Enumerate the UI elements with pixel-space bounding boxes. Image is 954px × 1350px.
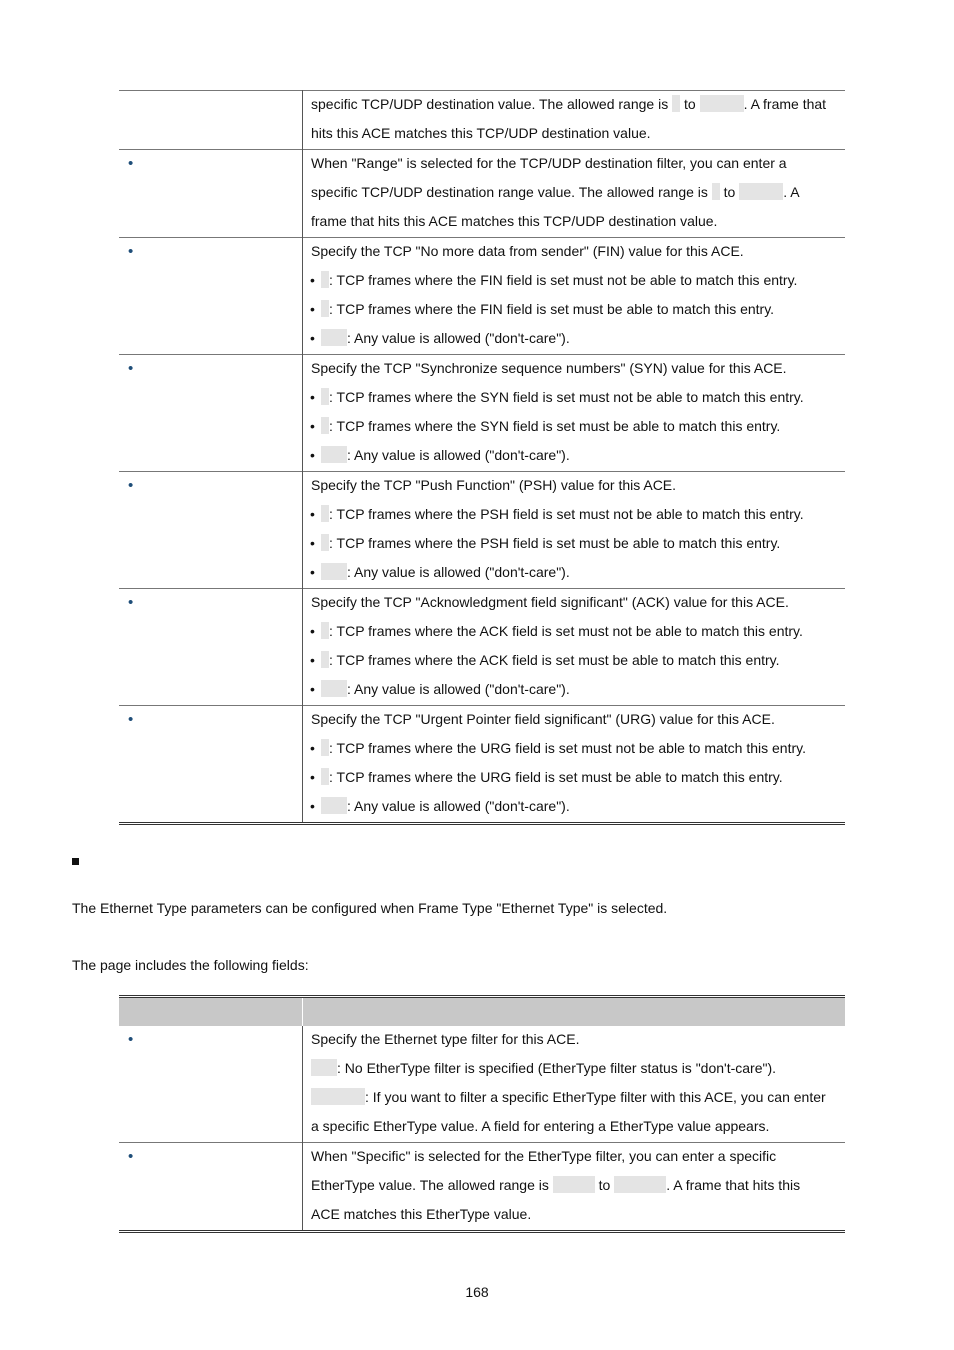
description-line [311,559,845,588]
description-line [311,501,845,530]
description-line [311,1055,845,1084]
text-segment: . A frame that [743,96,827,112]
description-line [311,735,845,764]
text-segment: to [594,1177,615,1193]
parameter-cell [119,589,303,706]
text-segment: : Any value is allowed ("don't-care"). [347,330,570,346]
list-bullet-icon: • [310,389,315,405]
description-line [311,764,845,793]
table-row [119,91,845,150]
parameter-cell [119,150,303,238]
list-bullet-icon: • [310,272,315,288]
text-segment: : If you want to filter a specific EtherType filter with this ACE, you can enter [365,1089,826,1105]
bullet-dot-icon: • [128,477,134,494]
bullet-dot-icon: • [128,360,134,377]
description-cell [303,355,846,472]
value-placeholder [321,329,347,346]
parameter-cell [119,1026,303,1143]
value-placeholder [311,1059,337,1076]
list-bullet-icon: • [310,740,315,756]
list-bullet-icon: • [310,681,315,697]
list-bullet-icon: • [310,623,315,639]
list-bullet-icon: • [310,330,315,346]
bullet-dot-icon: • [128,243,134,260]
description-line [311,472,845,501]
text-segment: Specify the TCP "Synchronize sequence numbers" (SYN) value for this ACE. [311,360,787,376]
description-cell [303,150,846,238]
description-cell [303,1143,846,1232]
value-placeholder [739,183,783,200]
description-line [311,647,845,676]
value-placeholder [321,768,329,785]
description-line [311,793,845,822]
value-placeholder [321,651,329,668]
description-line [311,238,845,267]
text-segment: hits this ACE matches this TCP/UDP destination value. [311,125,651,141]
list-bullet-icon: • [310,798,315,814]
description-line [311,1143,845,1172]
text-segment: Specify the TCP "No more data from sender" (FIN) value for this ACE. [311,243,744,259]
text-segment: a specific EtherType value. A field for entering a EtherType value appears. [311,1118,770,1134]
text-segment: frame that hits this ACE matches this TCP/UDP destination value. [311,213,718,229]
bullet-dot-icon: • [128,711,134,728]
description-line [311,1201,845,1230]
text-segment: : No EtherType filter is specified (EtherType filter status is "don't-care"). [337,1060,777,1076]
value-placeholder [672,95,680,112]
text-segment: : TCP frames where the SYN field is set must not be able to match this entry. [329,389,804,405]
value-placeholder [321,300,329,317]
list-bullet-icon: • [310,535,315,551]
ethernet-type-table [119,995,845,1233]
text-segment: specific TCP/UDP destination value. The allowed range is [311,96,673,112]
text-segment: to [719,184,740,200]
parameter-cell [119,1143,303,1232]
bullet-dot-icon: • [128,1148,134,1165]
value-placeholder [712,183,720,200]
text-segment: . A frame that hits this [666,1177,801,1193]
parameter-cell [119,355,303,472]
description-line [311,179,845,208]
text-segment: : TCP frames where the FIN field is set must be able to match this entry. [329,301,775,317]
list-bullet-icon: • [310,564,315,580]
description-cell [303,472,846,589]
list-bullet-icon: • [310,652,315,668]
text-segment: ACE matches this EtherType value. [311,1206,532,1222]
parameter-cell [119,238,303,355]
description-line [311,325,845,354]
description-line [311,91,845,120]
description-line [311,706,845,735]
text-segment: : Any value is allowed ("don't-care"). [347,447,570,463]
ethernet-type-intro: The Ethernet Type parameters can be configured when Frame Type "Ethernet Type" is selected. [72,900,668,916]
table-row [119,150,845,238]
description-line [311,355,845,384]
bullet-dot-icon: • [128,594,134,611]
text-segment: : TCP frames where the PSH field is set must not be able to match this entry. [329,506,804,522]
value-placeholder [321,417,329,434]
tcp-flags-table [119,90,845,825]
table-header-row [119,997,845,1027]
text-segment: specific TCP/UDP destination range value. The allowed range is [311,184,712,200]
table-row [119,1026,845,1143]
parameter-cell [119,472,303,589]
text-segment: : TCP frames where the PSH field is set must be able to match this entry. [329,535,781,551]
value-placeholder [321,446,347,463]
value-placeholder [614,1176,666,1193]
table-row [119,706,845,824]
parameter-cell [119,706,303,824]
table-row [119,589,845,706]
text-segment: : Any value is allowed ("don't-care"). [347,681,570,697]
description-cell [303,589,846,706]
value-placeholder [321,534,329,551]
table-row [119,472,845,589]
text-segment: When "Range" is selected for the TCP/UDP destination filter, you can enter a [311,155,787,171]
text-segment: Specify the TCP "Push Function" (PSH) value for this ACE. [311,477,677,493]
text-segment: EtherType value. The allowed range is [311,1177,553,1193]
text-segment: Specify the TCP "Urgent Pointer field significant" (URG) value for this ACE. [311,711,775,727]
description-line [311,384,845,413]
value-placeholder [321,739,329,756]
value-placeholder [553,1176,595,1193]
text-segment: When "Specific" is selected for the EtherType filter, you can enter a specific [311,1148,777,1164]
value-placeholder [321,388,329,405]
description-line [311,676,845,705]
value-placeholder [321,505,329,522]
list-bullet-icon: • [310,301,315,317]
description-line [311,618,845,647]
text-segment: Specify the Ethernet type filter for this ACE. [311,1031,580,1047]
table-row [119,1143,845,1232]
text-segment: to [680,96,700,112]
text-segment: Specify the TCP "Acknowledgment field significant" (ACK) value for this ACE. [311,594,789,610]
text-segment: : TCP frames where the FIN field is set must not be able to match this entry. [329,272,798,288]
text-segment: . A [783,184,800,200]
text-segment: : TCP frames where the SYN field is set must be able to match this entry. [329,418,781,434]
value-placeholder [321,563,347,580]
description-line [311,442,845,471]
list-bullet-icon: • [310,769,315,785]
bullet-dot-icon: • [128,155,134,172]
description-line [311,1113,845,1142]
parameter-cell [119,91,303,150]
text-segment: : Any value is allowed ("don't-care"). [347,564,570,580]
description-line [311,589,845,618]
page-number: 168 [465,1284,489,1300]
description-line [311,296,845,325]
description-line [311,120,845,149]
value-placeholder [321,680,347,697]
text-segment: : TCP frames where the ACK field is set must be able to match this entry. [329,652,780,668]
text-segment: : TCP frames where the URG field is set must be able to match this entry. [329,769,783,785]
description-line [311,530,845,559]
list-bullet-icon: • [310,418,315,434]
description-line [311,1172,845,1201]
table-row [119,238,845,355]
table-row [119,355,845,472]
value-placeholder [321,622,329,639]
description-cell [303,1026,846,1143]
value-placeholder [321,797,347,814]
text-segment: : TCP frames where the ACK field is set must not be able to match this entry. [329,623,803,639]
value-placeholder [311,1088,365,1105]
description-cell [303,238,846,355]
list-bullet-icon: • [310,506,315,522]
description-cell [303,91,846,150]
description-line [311,1026,845,1055]
description-line [311,267,845,296]
description-line [311,208,845,237]
text-segment: : TCP frames where the URG field is set must not be able to match this entry. [329,740,806,756]
value-placeholder [700,95,744,112]
fields-intro: The page includes the following fields: [72,957,309,973]
description-line [311,1084,845,1113]
description-line [311,413,845,442]
description-line [311,150,845,179]
value-placeholder [321,271,329,288]
section-square-bullet [72,858,79,865]
list-bullet-icon: • [310,447,315,463]
bullet-dot-icon: • [128,1031,134,1048]
text-segment: : Any value is allowed ("don't-care"). [347,798,570,814]
description-cell [303,706,846,824]
